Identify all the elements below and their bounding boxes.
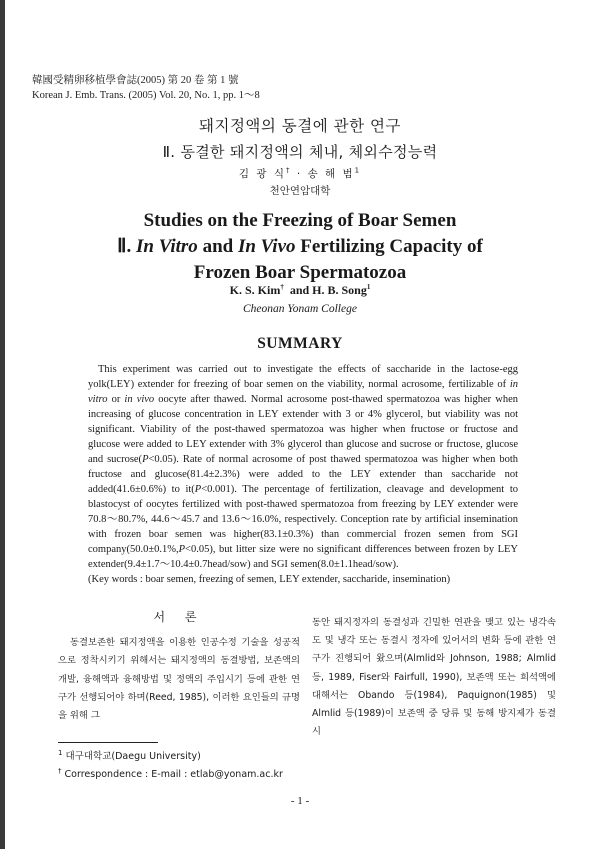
journal-line-english: Korean J. Emb. Trans. (2005) Vol. 20, No. 1, pp. 1～8 bbox=[32, 90, 260, 101]
footnote-divider bbox=[58, 742, 158, 743]
keywords: (Key words : boar semen, freezing of semen, LEY extender, saccharide, insemination) bbox=[88, 574, 451, 585]
english-author-2-mark: 1 bbox=[366, 283, 371, 291]
summary-abstract bbox=[88, 362, 518, 587]
footnote-1 bbox=[58, 746, 283, 764]
journal-line-korean: 韓國受精卵移植學會誌(2005) 第 20 卷 第 1 號 bbox=[32, 75, 239, 86]
journal-header bbox=[32, 73, 260, 103]
page-number: - 1 - bbox=[290, 795, 310, 807]
english-author-1-mark: † bbox=[280, 283, 284, 291]
footnote-1-mark: 1 bbox=[58, 749, 63, 757]
english-title-rest: Fertilizing Capacity of bbox=[300, 236, 483, 257]
intro-left-text: 동결보존한 돼지정액을 이용한 인공수정 기술을 성공적으로 정착시키기 위해서는 돼지정액의 동결방법, 보존액의 개발, 융해액과 융해방법 및 정액의 주입시기 등에 관한 연구가 선행되어야 하며(Reed, 1985), 이러한 요인들의 규명을 위해 그 bbox=[58, 637, 300, 722]
abstract-text-3: <0.05). Rate of normal acrosome of post thawed spermatozoa was higher when both fructose and glucose(81.4±2.3%) were added to the LEY extender than saccharide not added(41.6±0.6%) to it( bbox=[88, 454, 518, 495]
english-title bbox=[0, 208, 600, 286]
english-title-line-2 bbox=[0, 234, 600, 260]
korean-authors bbox=[0, 166, 600, 181]
summary-heading: SUMMARY bbox=[257, 335, 343, 352]
footnotes bbox=[58, 746, 283, 782]
abstract-in-vivo: in vivo bbox=[124, 394, 155, 405]
english-authors bbox=[0, 283, 600, 298]
english-title-line-3: Frozen Boar Spermatozoa bbox=[193, 262, 407, 283]
korean-title: 돼지정액의 동결에 관한 연구 bbox=[199, 117, 401, 135]
english-title-in-vivo: In Vivo bbox=[237, 236, 296, 257]
english-title-and: and bbox=[202, 236, 234, 257]
abstract-paragraph bbox=[88, 362, 518, 572]
footnote-2-text: Correspondence : E-mail : etlab@yonam.ac.kr bbox=[64, 769, 283, 781]
abstract-or: or bbox=[111, 394, 121, 405]
intro-right-text: 동안 돼지정자의 동결성과 긴밀한 연관을 맺고 있는 냉각속도 및 냉각 또는 동결시 정자에 있어서의 변화 등에 관한 연구가 진행되어 왔으며(Almlid와 Johnson, 1988; Almlid 등, 1989, Fiser와 Fairfull, 1990), 보존액 또는 희석액에 대해서는 Obando 등(1984), Paquignon(1985) 및 Almlid 등(1989)이 보존액 중 당류 및 동해 방지제가 동결시 bbox=[312, 617, 556, 738]
abstract-text-5: <0.05), but litter size were no significant differences between frozen by LEY extender(9.4±1.7～10.4±0.7head/sow) and SGI semen(8.0±1.1head/sow). bbox=[88, 544, 518, 570]
english-author-1: K. S. Kim bbox=[229, 283, 281, 297]
english-title-in-vitro: In Vitro bbox=[136, 236, 198, 257]
korean-author-2-mark: 1 bbox=[354, 166, 362, 175]
intro-heading: 서 론 bbox=[153, 610, 205, 624]
korean-author-separator: · bbox=[296, 168, 303, 180]
footnote-2-mark: † bbox=[58, 767, 62, 776]
english-title-prefix: Ⅱ. bbox=[117, 236, 132, 257]
korean-affiliation: 천안연암대학 bbox=[269, 185, 331, 197]
english-title-line-1: Studies on the Freezing of Boar Semen bbox=[143, 210, 457, 231]
abstract-text-1: This experiment was carried out to investigate the effects of saccharide in the lactose-egg yolk(LEY) extender for freezing of boar semen on the viability, normal acrosome, fertilizable of bbox=[88, 364, 518, 390]
intro-right-column bbox=[312, 614, 556, 741]
korean-subtitle: Ⅱ. 동결한 돼지정액의 체내, 체외수정능력 bbox=[162, 143, 438, 161]
korean-author-1-mark: † bbox=[286, 166, 292, 175]
abstract-p-3: P bbox=[178, 544, 186, 555]
korean-author-1: 김 광 식 bbox=[238, 168, 286, 180]
intro-left-column bbox=[58, 608, 300, 725]
abstract-text-2: oocyte after thawed. Normal acrosome post-thawed spermatozoa was higher when increasing of glucose concentration in LEY extender with 3 or 4% glycerol, but viability was not significant. Viability of the post-thawed spermatozoa was higher when fructose or fructose and glucose were added to LEY extender with 3% glycerol than glucose and sucrose or fructose, glucose and sucrose( bbox=[88, 394, 519, 465]
english-affiliation: Cheonan Yonam College bbox=[243, 303, 357, 315]
abstract-p-1: P bbox=[142, 454, 149, 465]
korean-author-2: 송 해 범 bbox=[307, 168, 355, 180]
abstract-text-4: <0.001). The percentage of fertilization, cleavage and development to blastocyst of oocytes fertilized with post-thawed spermatozoa from freezing by LEY extender were 70.8～80.7%, 44.6～45.7 and 13.6～16.0%, respectively. Conception rate by artificial insemination with frozen boar semen was higher(83.1±0.3%) than commercial frozen semen from SGI company(50.0±0.1%, bbox=[88, 484, 518, 555]
footnote-2 bbox=[58, 764, 283, 782]
abstract-in-vitro: in vitro bbox=[88, 379, 519, 405]
abstract-p-2: P bbox=[194, 484, 202, 495]
english-author-2: and H. B. Song bbox=[289, 283, 367, 297]
footnote-1-text: 대구대학교(Daegu University) bbox=[65, 751, 201, 763]
